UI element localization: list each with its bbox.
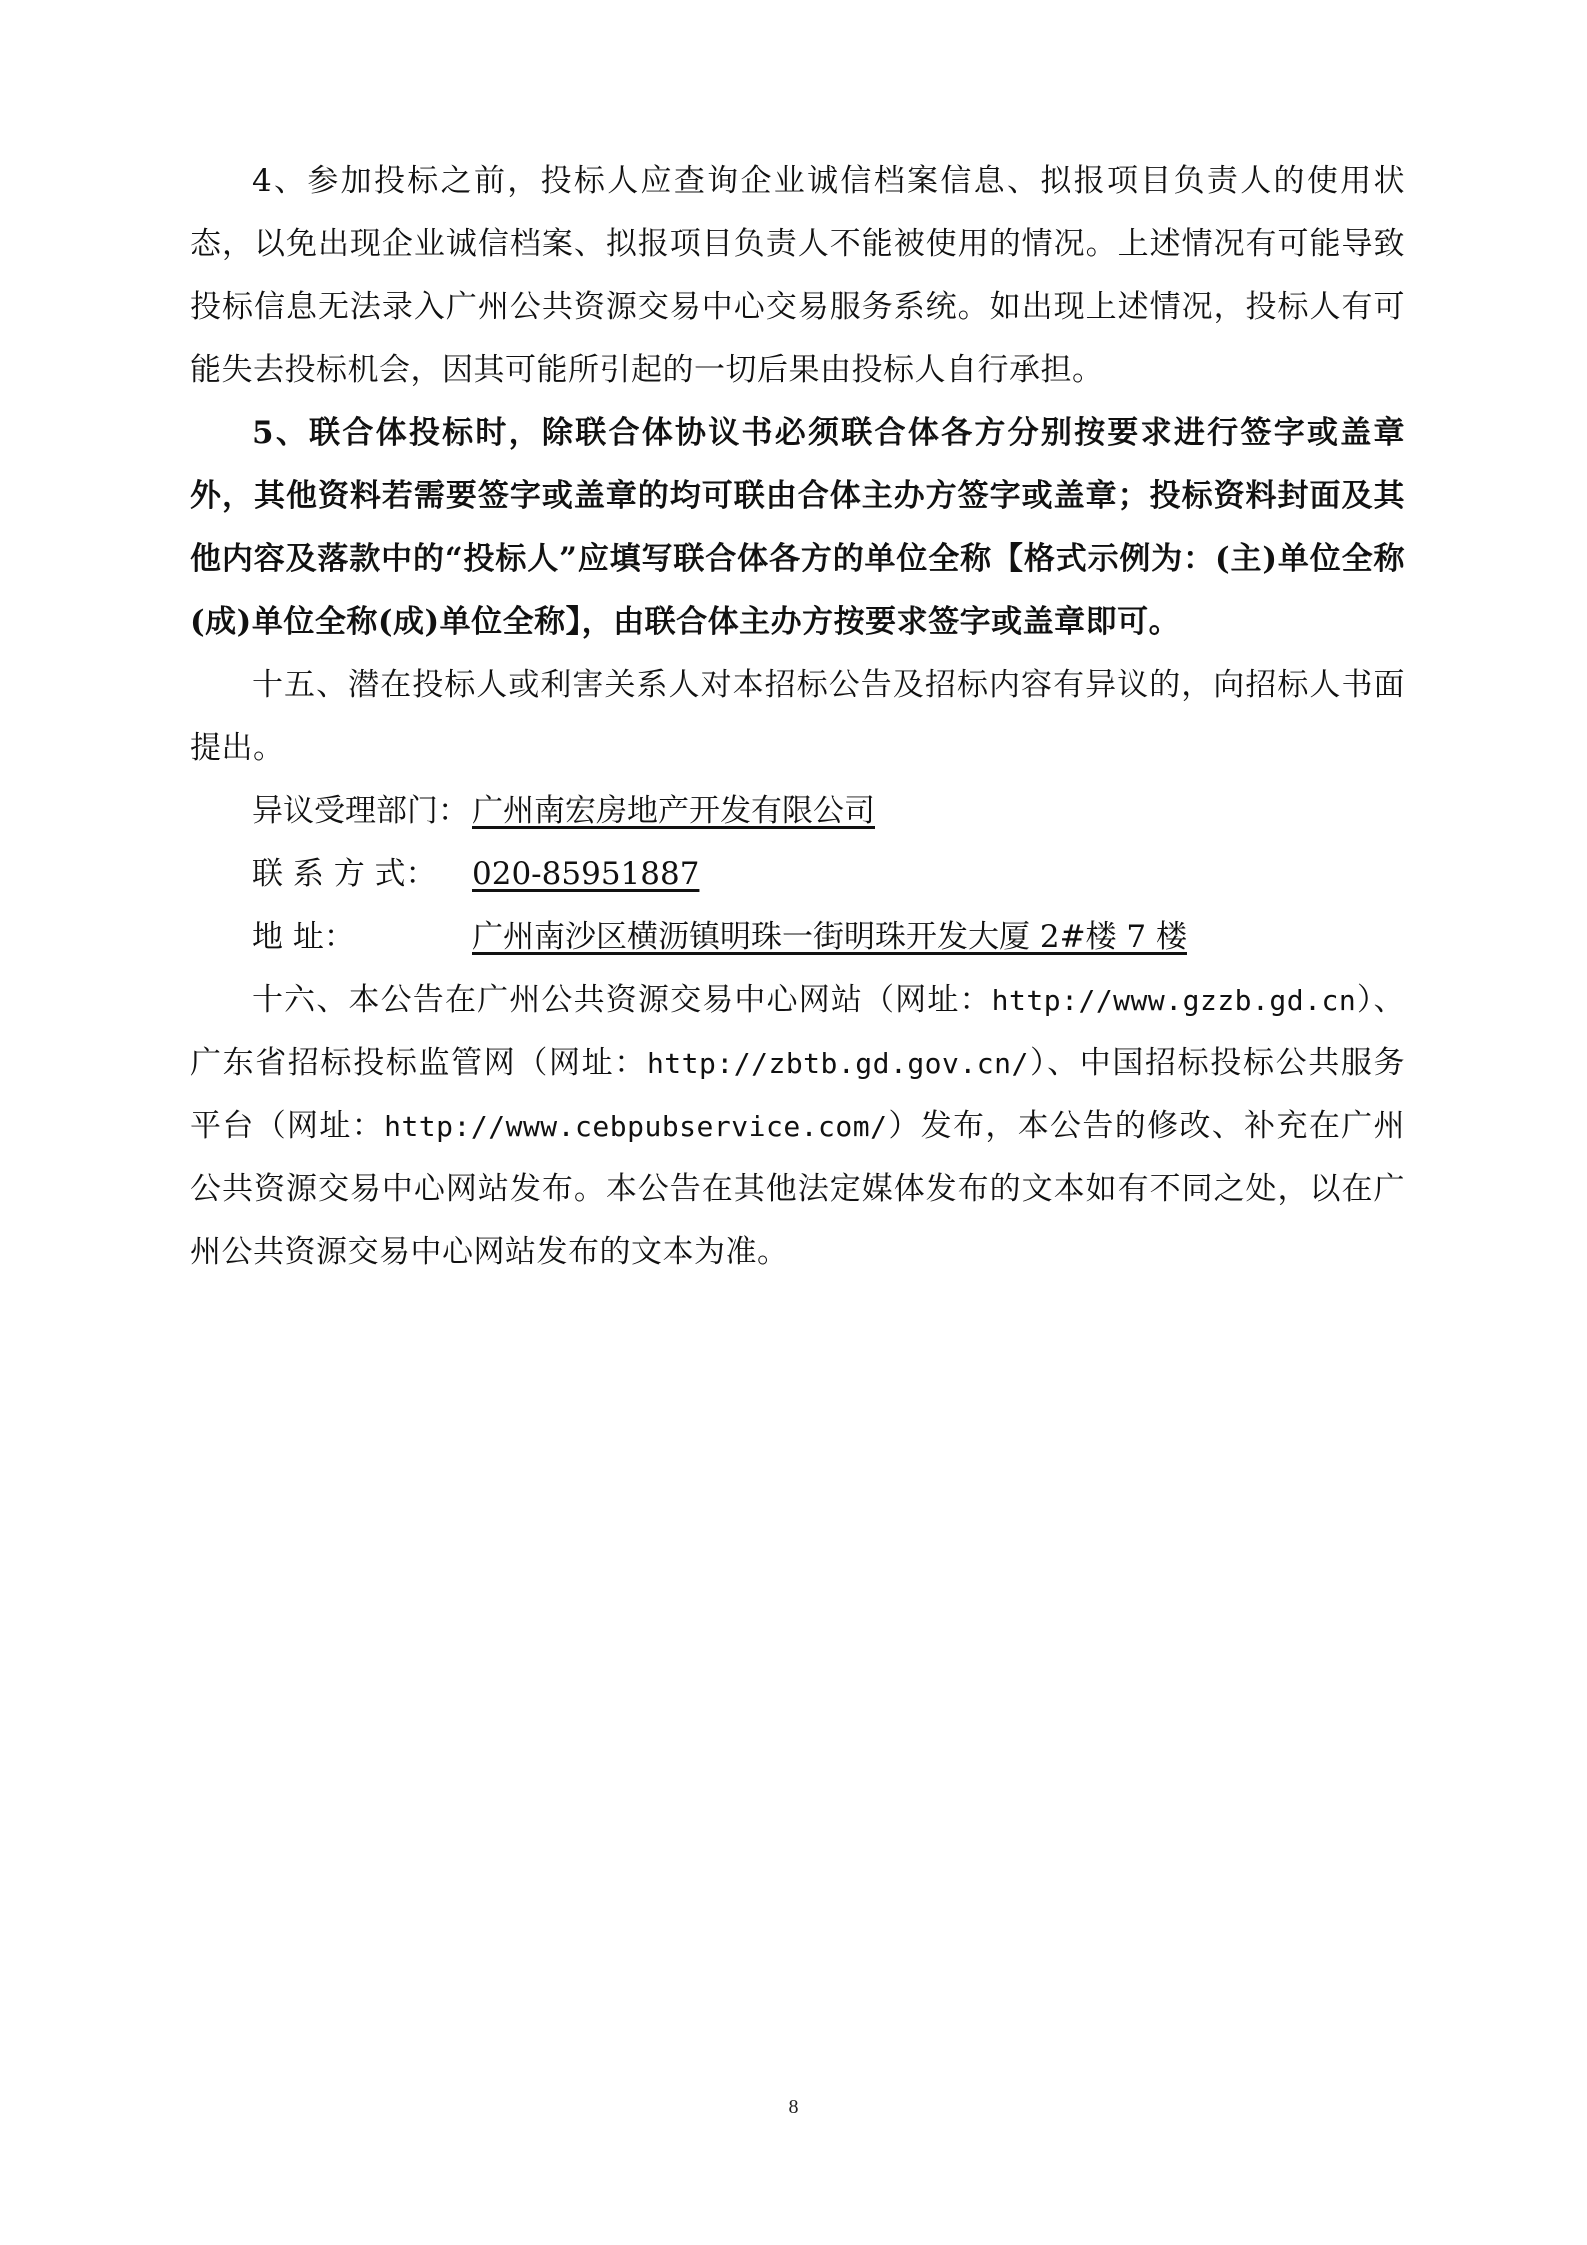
section-16-text-2: ）、广东省招标投标监管网（网址： <box>190 982 1406 1081</box>
section-16-text-1: 十六、本公告在广州公共资源交易中心网站（网址： <box>252 982 992 1018</box>
gzzb-url-link[interactable]: http://www.gzzb.gd.cn <box>991 984 1357 1017</box>
cebpubservice-url-link[interactable]: http://www.cebpubservice.com/ <box>384 1110 888 1143</box>
contact-address-label: 地 址： <box>252 919 355 955</box>
page-content <box>190 150 1405 1284</box>
contact-phone-value: 020-85951887 <box>472 856 700 892</box>
objection-dept-row <box>190 780 1405 843</box>
contact-address-row <box>190 906 1405 969</box>
zbtb-url-link[interactable]: http://zbtb.gd.gov.cn/ <box>646 1047 1029 1080</box>
contact-address-value: 广州南沙区横沥镇明珠一街明珠开发大厦 2#楼 7 楼 <box>472 919 1187 955</box>
section-16-paragraph <box>190 969 1405 1284</box>
objection-dept-value: 广州南宏房地产开发有限公司 <box>472 793 875 829</box>
contact-phone-label: 联 系 方 式： <box>252 856 437 892</box>
section-15-paragraph: 十五、潜在投标人或利害关系人对本招标公告及招标内容有异议的，向招标人书面提出。 <box>190 667 1405 766</box>
page-number: 8 <box>788 2096 799 2118</box>
item-4-paragraph: 4、参加投标之前，投标人应查询企业诚信档案信息、拟报项目负责人的使用状态，以免出现企业诚信档案、拟报项目负责人不能被使用的情况。上述情况有可能导致投标信息无法录入广州公共资源交易中心交易服务系统。如出现上述情况，投标人有可能失去投标机会，因其可能所引起的一切后果由投标人自行承担。 <box>190 163 1405 388</box>
objection-dept-label: 异议受理部门： <box>252 793 469 829</box>
contact-phone-row <box>190 843 1405 906</box>
section-16-text-4: ）发布，本公告的修改、补充在广州公共资源交易中心网站发布。本公告在其他法定媒体发布的文本如有不同之处，以在广州公共资源交易中心网站发布的文本为准。 <box>190 1108 1406 1270</box>
section-16-text-3: ）、中国招标投标公共服务平台（网址： <box>190 1045 1405 1144</box>
item-5-paragraph: 5、联合体投标时，除联合体协议书必须联合体各方分别按要求进行签字或盖章外，其他资料若需要签字或盖章的均可联由合体主办方签字或盖章；投标资料封面及其他内容及落款中的“投标人”应填写联合体各方的单位全称【格式示例为：(主)单位全称(成)单位全称(成)单位全称】，由联合体主办方按要求签字或盖章即可。 <box>190 415 1405 640</box>
